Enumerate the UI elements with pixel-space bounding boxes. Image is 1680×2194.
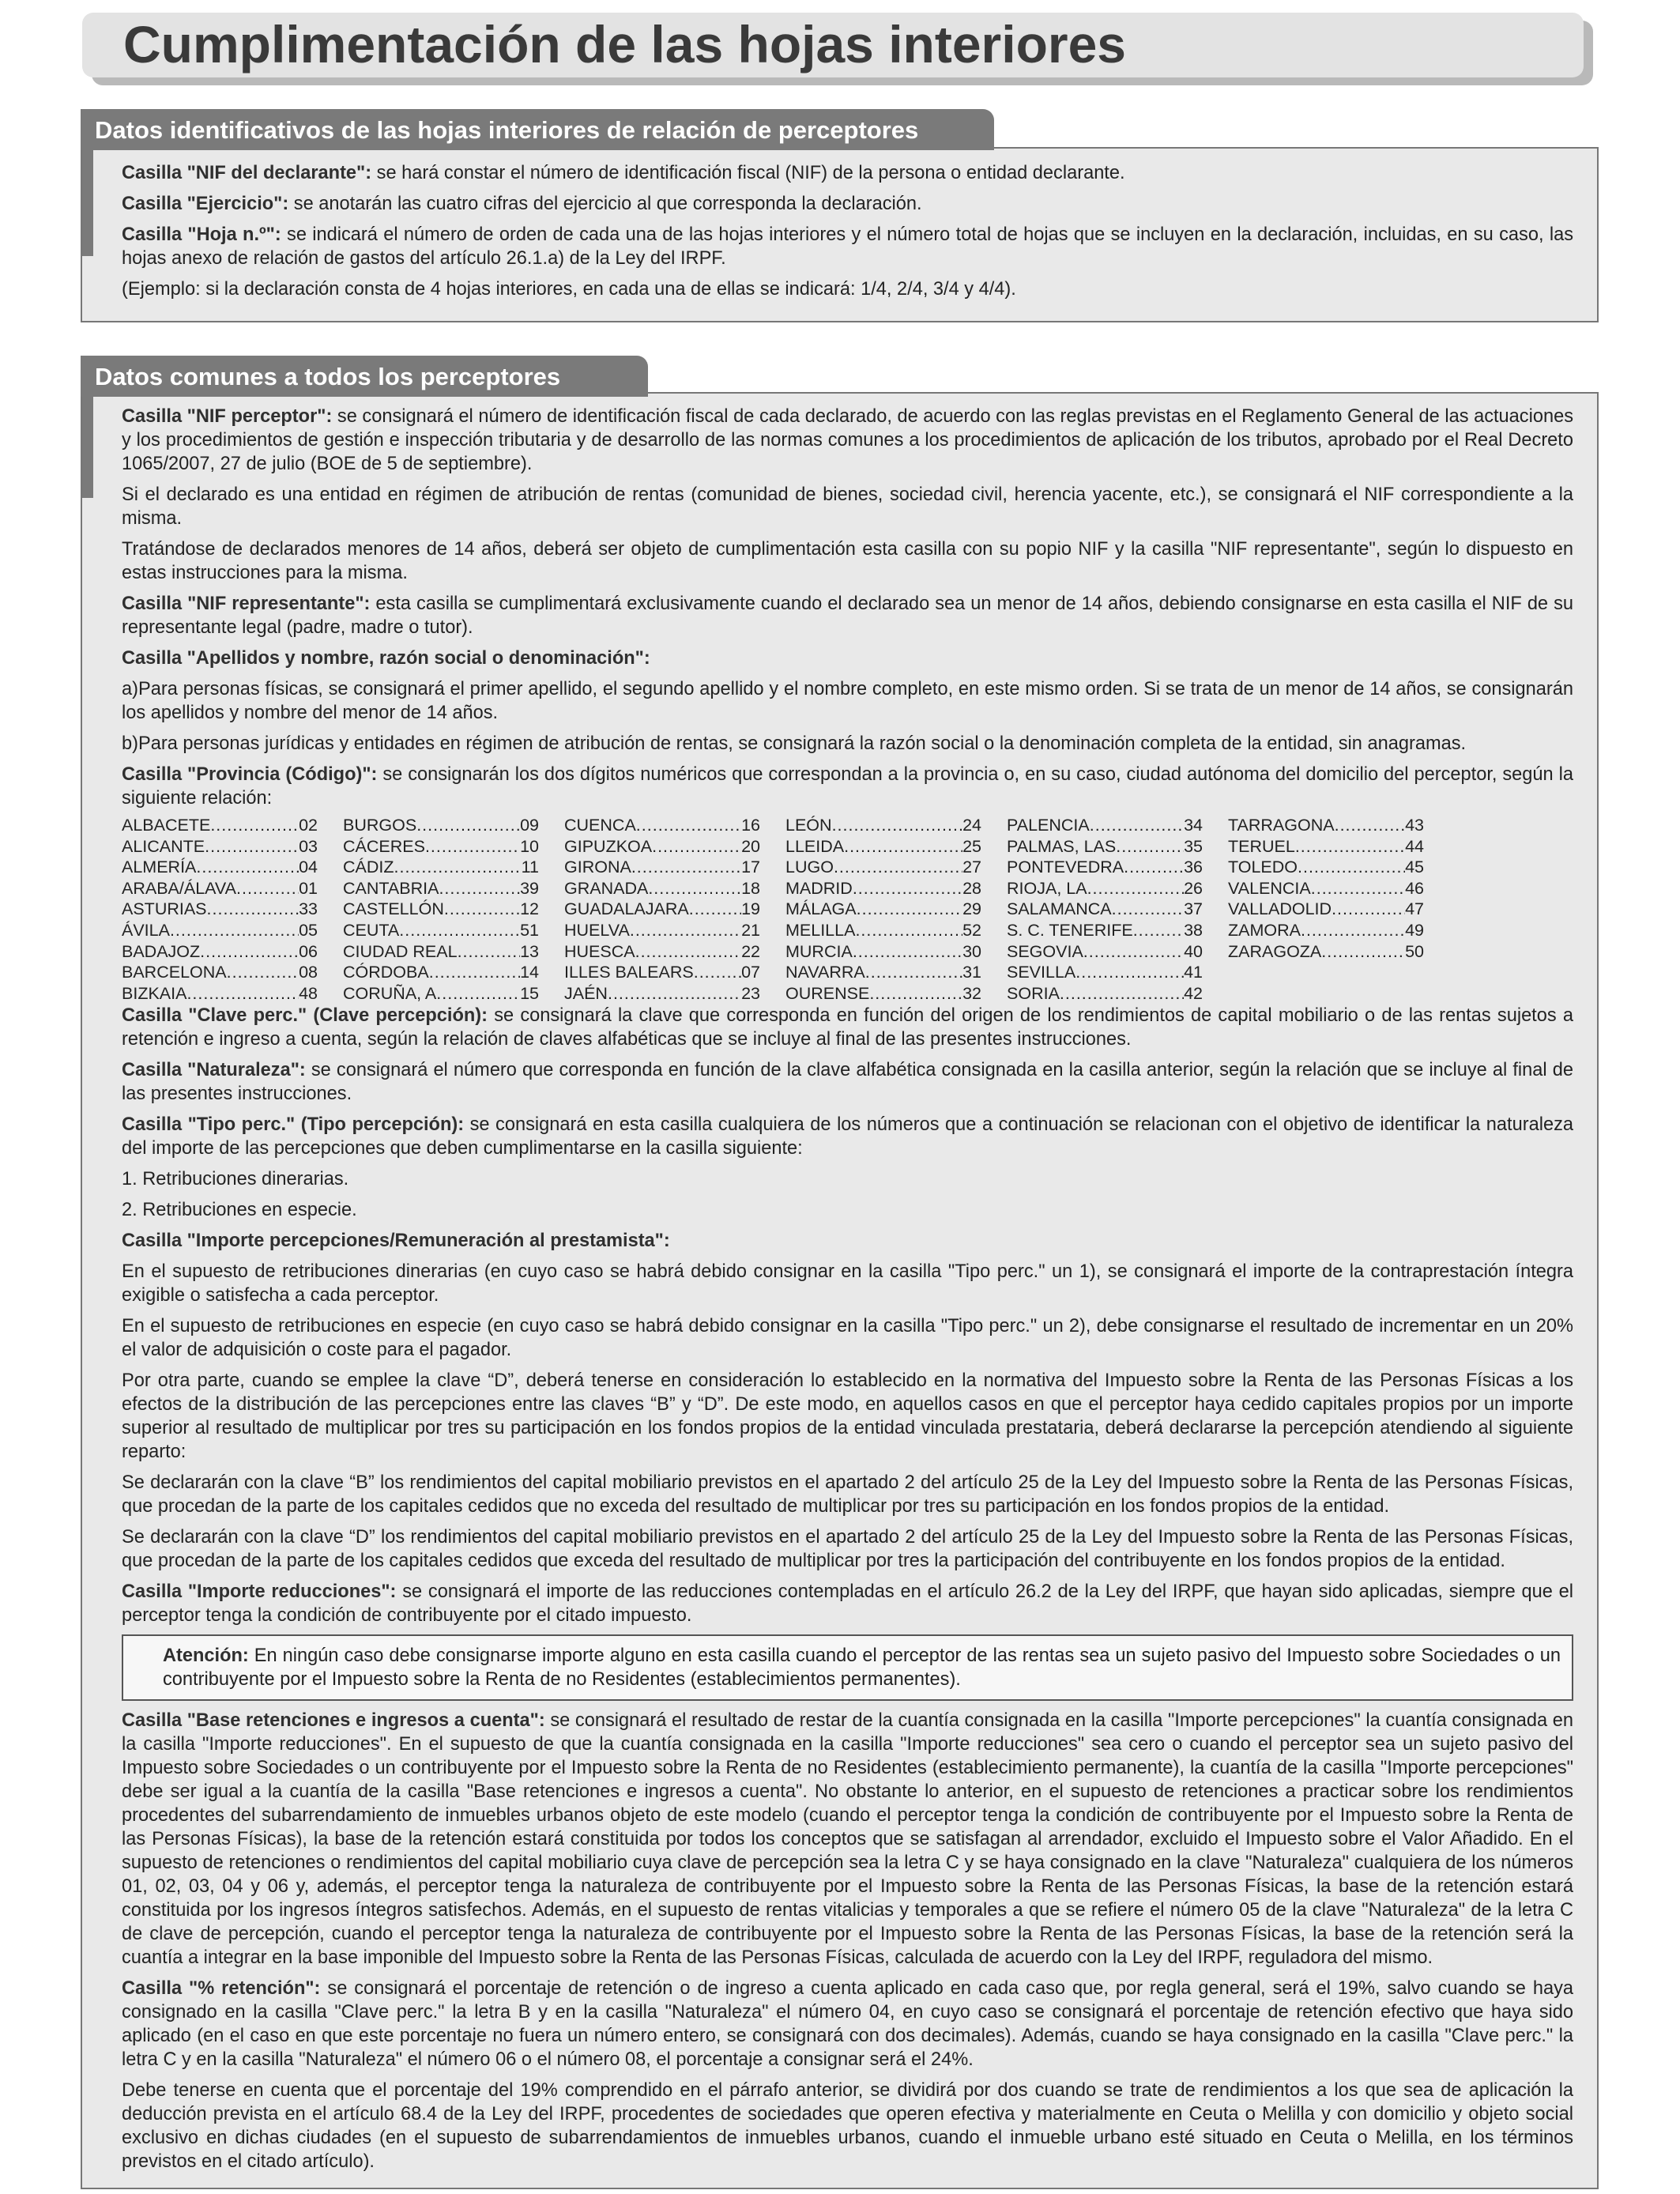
- province-name: RIOJA, LA: [1007, 878, 1087, 898]
- naturaleza-label: Casilla "Naturaleza":: [122, 1060, 306, 1081]
- province-name: ZAMORA: [1228, 920, 1301, 940]
- dot-leader: [1075, 962, 1184, 983]
- dot-leader: [1060, 983, 1184, 1005]
- provincia-text: se consignarán los dos dígitos numéricos que correspondan a la provincia o, en su caso, ciudad autónoma del domicilio del perceptor, según la siguiente relación:: [122, 764, 1573, 809]
- ejercicio-paragraph: [122, 192, 1573, 216]
- province-name: S. C. TENERIFE: [1007, 920, 1133, 940]
- dot-leader: [635, 941, 741, 963]
- province-row: [1007, 899, 1203, 920]
- naturaleza-text: se consignará el número que corresponda en función de la clave alfabética consignada en la casilla anterior, según la relación que se incluye al final de las presentes instrucciones.: [122, 1060, 1573, 1105]
- province-name: GRANADA: [564, 878, 649, 898]
- province-row: [122, 941, 318, 963]
- province-code: 03: [299, 836, 318, 856]
- province-name: CORUÑA, A: [343, 983, 437, 1003]
- province-name: CÁDIZ: [343, 858, 394, 877]
- province-row: [122, 920, 318, 941]
- province-row: [785, 836, 981, 858]
- section1-side-bar: [82, 149, 93, 256]
- province-row: [1228, 815, 1424, 836]
- section2-heading: Datos comunes a todos los perceptores: [81, 356, 648, 397]
- province-name: GIRONA: [564, 858, 631, 877]
- dot-leader: [1133, 920, 1184, 941]
- province-name: PONTEVEDRA: [1007, 858, 1124, 877]
- dot-leader: [1298, 857, 1405, 878]
- province-code: 47: [1405, 899, 1424, 919]
- attention-box: [122, 1634, 1573, 1701]
- province-column: [343, 815, 564, 1004]
- province-code: 41: [1184, 963, 1203, 982]
- province-row: [564, 941, 760, 963]
- province-name: CUENCA: [564, 816, 636, 835]
- province-name: NAVARRA: [785, 963, 865, 982]
- province-name: SALAMANCA: [1007, 899, 1112, 919]
- dot-leader: [631, 857, 741, 878]
- dot-leader: [210, 815, 299, 836]
- province-code: 05: [299, 920, 318, 940]
- province-code: 16: [741, 816, 760, 835]
- province-code: 18: [741, 878, 760, 898]
- provincia-paragraph: [122, 763, 1573, 810]
- dot-leader: [853, 941, 962, 963]
- ejercicio-label: Casilla "Ejercicio":: [122, 194, 289, 214]
- province-code: 17: [741, 858, 760, 877]
- province-row: [785, 962, 981, 983]
- dot-leader: [205, 836, 299, 858]
- nif-perceptor-entidad: Si el declarado es una entidad en régimen de atribución de rentas (comunidad de bienes, sociedad civil, herencia yacente, etc.), se consignará el NIF correspondiente a la misma.: [122, 484, 1573, 529]
- province-code: 33: [299, 899, 318, 919]
- clave-label: Casilla "Clave perc." (Clave percepción):: [122, 1005, 488, 1027]
- retencion-text: se consignará el porcentaje de retención o de ingreso a cuenta aplicado en cada caso que, por regla general, será el 19%, salvo cuando se haya consignado en la casilla "Clave perc." la letra B y en la casilla "Naturaleza" el número 04, en cuyo caso se consignará el porcentaje de retención efectivo que haya sido aplicado (en el caso en que este porcentaje no fuera un número entero, se consignará con dos decimales). Además, cuando se haya consignado en la casilla "Clave perc." la letra C y en la casilla "Naturaleza" el número 06 o el número 08, el porcentaje a consignar será el 24%.: [122, 1978, 1573, 2071]
- province-code: 04: [299, 858, 318, 877]
- province-row: [785, 983, 981, 1005]
- province-code: 10: [520, 836, 539, 856]
- importe-clave-b-reparto: Se declararán con la clave “B” los rendimientos del capital mobiliario previstos en el apartado 2 del artículo 25 de la Ley del Impuesto sobre la Renta de las Personas Físicas, que procedan de la parte de los capitales cedidos que no exceda del resultado de multiplicar por tres su participación en los fondos propios de la entidad.: [122, 1472, 1573, 1517]
- province-code: 19: [741, 899, 760, 919]
- province-name: LLEIDA: [785, 836, 845, 856]
- province-code: 27: [962, 858, 981, 877]
- dot-leader: [444, 899, 520, 920]
- province-code: 02: [299, 816, 318, 835]
- apellidos-heading: [122, 647, 1573, 670]
- province-name: CÓRDOBA: [343, 963, 429, 982]
- hoja-paragraph: [122, 223, 1573, 270]
- province-row: [1007, 836, 1203, 858]
- province-row: [785, 941, 981, 963]
- province-name: CÁCERES: [343, 836, 425, 856]
- province-code: 09: [520, 816, 539, 835]
- province-code: 26: [1184, 878, 1203, 898]
- province-code: 39: [520, 878, 539, 898]
- province-row: [343, 962, 539, 983]
- province-code: 32: [962, 983, 981, 1003]
- province-name: ALBACETE: [122, 816, 211, 835]
- province-row: [122, 983, 318, 1005]
- tipo-option-2: 2. Retribuciones en especie.: [122, 1200, 357, 1221]
- province-row: [564, 983, 760, 1005]
- province-code: 15: [520, 983, 539, 1003]
- tipo-option-1: 1. Retribuciones dinerarias.: [122, 1169, 349, 1190]
- province-name: BIZKAIA: [122, 983, 187, 1003]
- nif-representante-paragraph: [122, 592, 1573, 639]
- importe-label: Casilla "Importe percepciones/Remuneración al prestamista":: [122, 1231, 670, 1252]
- province-row: [343, 920, 539, 941]
- base-retenciones-label: Casilla "Base retenciones e ingresos a cuenta":: [122, 1710, 545, 1732]
- dot-leader: [200, 941, 299, 963]
- dot-leader: [439, 878, 520, 899]
- province-name: ALMERÍA: [122, 858, 197, 877]
- naturaleza-paragraph: [122, 1058, 1573, 1106]
- province-code: 50: [1405, 941, 1424, 961]
- province-code: 28: [962, 878, 981, 898]
- province-row: [564, 920, 760, 941]
- retencion-paragraph: [122, 1977, 1573, 2071]
- province-name: ASTURIAS: [122, 899, 207, 919]
- title-bar: [82, 13, 1584, 77]
- province-name: SORIA: [1007, 983, 1060, 1003]
- province-code: 44: [1405, 836, 1424, 856]
- page-title: Cumplimentación de las hojas interiores: [123, 15, 1126, 74]
- importe-clave-d-reparto: Se declararán con la clave “D” los rendimientos del capital mobiliario previstos en el apartado 2 del artículo 25 de la Ley del Impuesto sobre la Renta de las Personas Físicas, que procedan de la parte de los capitales cedidos que exceda del resultado de multiplicar por tres la participación del contribuyente en los fondos propios de la entidad.: [122, 1527, 1573, 1572]
- province-row: [564, 899, 760, 920]
- province-name: MURCIA: [785, 941, 853, 961]
- province-row: [1228, 899, 1424, 920]
- tipo-paragraph: [122, 1113, 1573, 1160]
- province-code: 34: [1184, 816, 1203, 835]
- province-row: [785, 857, 981, 878]
- importe-especie: En el supuesto de retribuciones en especie (en cuyo caso se habrá debido consignar en la casilla "Tipo perc." un 2), debe consignarse el resultado de incrementar en un 20% el valor de adquisición o coste para el pagador.: [122, 1316, 1573, 1361]
- province-row: [343, 857, 539, 878]
- province-code: 51: [520, 920, 539, 940]
- province-column: [564, 815, 785, 1004]
- province-name: PALMAS, LAS: [1007, 836, 1117, 856]
- province-column: [1007, 815, 1228, 1004]
- dot-leader: [227, 962, 299, 983]
- province-code: 21: [741, 920, 760, 940]
- province-name: HUELVA: [564, 920, 630, 940]
- province-row: [785, 815, 981, 836]
- province-name: ZARAGOZA: [1228, 941, 1322, 961]
- province-name: BADAJOZ: [122, 941, 201, 961]
- province-name: GUADALAJARA: [564, 899, 689, 919]
- province-name: ILLES BALEARS: [564, 963, 694, 982]
- province-name: HUESCA: [564, 941, 635, 961]
- dot-leader: [869, 983, 962, 1005]
- province-row: [122, 836, 318, 858]
- province-name: ARABA/ÁLAVA: [122, 878, 236, 898]
- province-code: 13: [520, 941, 539, 961]
- province-code: 48: [299, 983, 318, 1003]
- dot-leader: [832, 815, 963, 836]
- province-row: [122, 899, 318, 920]
- nif-representante-label: Casilla "NIF representante":: [122, 594, 371, 614]
- province-row: [1228, 878, 1424, 899]
- ejemplo-paragraph: (Ejemplo: si la declaración consta de 4 hojas interiores, en cada una de ellas se indicará: 1/4, 2/4, 3/4 y 4/4).: [122, 279, 1016, 300]
- province-name: CEUTA: [343, 920, 400, 940]
- province-code: 31: [962, 963, 981, 982]
- province-code: 29: [962, 899, 981, 919]
- province-code: 35: [1184, 836, 1203, 856]
- province-row: [343, 878, 539, 899]
- province-code: 40: [1184, 941, 1203, 961]
- province-code: 42: [1184, 983, 1203, 1003]
- province-name: BURGOS: [343, 816, 417, 835]
- dot-leader: [458, 941, 521, 963]
- province-name: SEGOVIA: [1007, 941, 1083, 961]
- province-code: 12: [520, 899, 539, 919]
- province-row: [122, 857, 318, 878]
- province-row: [564, 857, 760, 878]
- province-code: 06: [299, 941, 318, 961]
- province-code: 25: [962, 836, 981, 856]
- province-row: [343, 815, 539, 836]
- provincia-label: Casilla "Provincia (Código)":: [122, 764, 378, 785]
- hoja-label: Casilla "Hoja n.º":: [122, 224, 281, 245]
- province-row: [343, 899, 539, 920]
- dot-leader: [834, 857, 962, 878]
- dot-leader: [436, 983, 520, 1005]
- province-name: LUGO: [785, 858, 834, 877]
- dot-leader: [636, 815, 741, 836]
- importe-clave-d: Por otra parte, cuando se emplee la clave “D”, deberá tenerse en consideración lo establecido en la normativa del Impuesto sobre la Renta de las Personas Físicas a los efectos de la distribución de las percepciones entre las claves “B” y “D”. De este modo, en aquellos casos en que el perceptor haya cedido capitales propios por un importe superior al resultado de multiplicar por tres su participación en los fondos propios de la entidad vinculada prestataria, deberá declararse la percepción atendiendo al siguiente reparto:: [122, 1370, 1573, 1463]
- province-row: [564, 815, 760, 836]
- province-name: TOLEDO: [1228, 858, 1298, 877]
- province-code: 20: [741, 836, 760, 856]
- dot-leader: [425, 836, 520, 858]
- province-code: 38: [1184, 920, 1203, 940]
- province-row: [1007, 815, 1203, 836]
- province-row: [343, 836, 539, 858]
- province-name: BARCELONA: [122, 963, 227, 982]
- dot-leader: [196, 857, 299, 878]
- province-row: [1007, 983, 1203, 1005]
- tipo-label: Casilla "Tipo perc." (Tipo percepción):: [122, 1114, 465, 1136]
- section1-content: [122, 161, 1573, 308]
- retencion-label: Casilla "% retención":: [122, 1978, 321, 2000]
- dot-leader: [1087, 878, 1185, 899]
- province-row: [564, 962, 760, 983]
- reducciones-text: se consignará el importe de las reducciones contempladas en el artículo 26.2 de la Ley del IRPF, que hayan sido aplicadas, siempre que el perceptor tenga la condición de contribuyente por el citado impuesto.: [122, 1581, 1574, 1627]
- dot-leader: [1124, 857, 1184, 878]
- dot-leader: [648, 878, 741, 899]
- province-code: 01: [299, 878, 318, 898]
- province-row: [785, 899, 981, 920]
- province-code: 07: [741, 963, 760, 982]
- dot-leader: [1090, 815, 1184, 836]
- section2-box: [81, 392, 1599, 2189]
- apellidos-label: Casilla "Apellidos y nombre, razón social o denominación":: [122, 648, 650, 669]
- dot-leader: [1116, 836, 1184, 858]
- dot-leader: [1311, 878, 1405, 899]
- base-retenciones-text: se consignará el resultado de restar de la cuantía consignada en la casilla "Importe percepciones" la cuantía consignada en la casilla "Importe reducciones". En el supuesto de que la cuantía consignada en la casilla "Importe reducciones" sea cero o cuando el perceptor sea un sujeto pasivo del Impuesto sobre Sociedades o un contribuyente por el Impuesto sobre la Renta de no Residentes (establecimiento permanente), la cuantía de la casilla "Importe percepciones" debe ser igual a la cuantía de la casilla "Base retenciones e ingresos a cuenta". No obstante lo anterior, en el supuesto de retenciones a practicar sobre los rendimientos procedentes del subarrendamiento de inmuebles urbanos objeto de este modelo (cuando el perceptor tenga la condición de contribuyente por el Impuesto sobre la Renta de las Personas Físicas), la base de la retención estará constituida por todos los conceptos que se satisfagan al arrendador, excluido el Impuesto sobre el Valor Añadido. En el supuesto de retenciones o rendimientos del capital mobiliario cuya clave de percepción sea la letra C y se haya consignado en la clave "Naturaleza" cualquiera de los números 01, 02, 03, 04 y 06 y, además, el perceptor tenga la naturaleza de contribuyente por el Impuesto sobre la Renta de las Personas Físicas, la base de la retención estará constituida por los ingresos íntegros satisfechos. Además, en el supuesto de rentas vitalicias y temporales a que se refiere el número 05 de la clave "Naturaleza" de la letra C de clave de percepción, cuando el perceptor tenga la naturaleza de contribuyente por el Impuesto sobre la Renta de las Personas Físicas, la base de la retención será la cuantía a integrar en la base imponible del Impuesto sobre la Renta de las Personas Físicas, calculada de acuerdo con la Ley del IRPF, reguladora del mismo.: [122, 1710, 1573, 1969]
- dot-leader: [399, 920, 520, 941]
- attention-text: En ningún caso debe consignarse importe alguno en esta casilla cuando el perceptor de las rentas sea un sujeto pasivo del Impuesto sobre Sociedades o un contribuyente por el Impuesto sobre la Renta de no Residentes (establecimientos permanentes).: [163, 1646, 1561, 1691]
- ejercicio-text: se anotarán las cuatro cifras del ejercicio al que corresponda la declaración.: [288, 194, 922, 214]
- dot-leader: [857, 899, 962, 920]
- province-name: TERUEL: [1228, 836, 1295, 856]
- dot-leader: [865, 962, 962, 983]
- importe-dinerarias: En el supuesto de retribuciones dinerarias (en cuyo caso se habrá debido consignar en la casilla "Tipo perc." un 1), se consignará el importe de la contraprestación íntegra exigible o satisfecha a cada perceptor.: [122, 1261, 1573, 1306]
- province-row: [1228, 941, 1424, 963]
- province-column: [122, 815, 343, 1004]
- province-code: 46: [1405, 878, 1424, 898]
- dot-leader: [207, 899, 299, 920]
- province-name: OURENSE: [785, 983, 870, 1003]
- province-name: CASTELLÓN: [343, 899, 444, 919]
- dot-leader: [608, 983, 741, 1005]
- province-row: [122, 815, 318, 836]
- province-name: ÁVILA: [122, 920, 170, 940]
- province-code-table: [122, 815, 1573, 1004]
- province-code: 08: [299, 963, 318, 982]
- province-row: [1007, 920, 1203, 941]
- dot-leader: [1083, 941, 1184, 963]
- dot-leader: [429, 962, 520, 983]
- nif-representante-text: esta casilla se cumplimentará exclusivamente cuando el declarado sea un menor de 14 años, debiendo consignarse en esta casilla el NIF de su representante legal (padre, madre o tutor).: [122, 594, 1573, 638]
- dot-leader: [1335, 815, 1405, 836]
- province-row: [1007, 878, 1203, 899]
- province-column: [785, 815, 1007, 1004]
- province-row: [1228, 836, 1424, 858]
- dot-leader: [170, 920, 299, 941]
- dot-leader: [1301, 920, 1405, 941]
- province-code: 45: [1405, 858, 1424, 877]
- nif-perceptor-text: se consignará el número de identificación fiscal de cada declarado, de acuerdo con las reglas previstas en el Reglamento General de las actuaciones y los procedimientos de gestión e inspección tributaria y de desarrollo de las normas comunes a los procedimientos de aplicación de los tributos, aprobado por el Real Decreto 1065/2007, 27 de julio (BOE de 5 de septiembre).: [122, 406, 1573, 474]
- apellidos-fisicas: a)Para personas físicas, se consignará el primer apellido, el segundo apellido y el nombre completo, en este mismo orden. Si se trata de un menor de 14 años, se consignarán los apellidos y nombre del menor de 14 años.: [122, 679, 1573, 723]
- province-code: 14: [520, 963, 539, 982]
- dot-leader: [694, 962, 741, 983]
- province-row: [564, 878, 760, 899]
- province-row: [1228, 857, 1424, 878]
- retencion-ceuta-melilla: Debe tenerse en cuenta que el porcentaje del 19% comprendido en el párrafo anterior, se dividirá por dos cuando se trate de rendimientos a los que sea de aplicación la deducción prevista en el artículo 68.4 de la Ley del IRPF, procedentes de sociedades que operen efectiva y materialmente en Ceuta o Melilla y con domicilio y objeto social exclusivo en dichas ciudades (en el supuesto de subarrendamientos de inmuebles urbanos, cuando el inmueble urbano esté situado en Ceuta o Melilla, en los términos previstos en el citado artículo).: [122, 2080, 1573, 2173]
- dot-leader: [1321, 941, 1405, 963]
- dot-leader: [855, 920, 962, 941]
- province-row: [122, 962, 318, 983]
- province-name: CANTABRIA: [343, 878, 439, 898]
- province-name: VALENCIA: [1228, 878, 1311, 898]
- province-name: JAÉN: [564, 983, 608, 1003]
- dot-leader: [416, 815, 520, 836]
- clave-text: se consignará la clave que corresponda en función del origen de los rendimientos de capital mobiliario o de las rentas sujetos a retención e ingreso a cuenta, según la relación de claves alfabéticas que se incluye al final de las presentes instrucciones.: [122, 1005, 1573, 1050]
- province-row: [1228, 920, 1424, 941]
- province-name: LEÓN: [785, 816, 832, 835]
- dot-leader: [844, 836, 962, 858]
- reducciones-label: Casilla "Importe reducciones":: [122, 1581, 397, 1603]
- province-code: 11: [521, 858, 539, 877]
- province-code: 37: [1184, 899, 1203, 919]
- attention-label: Atención:: [163, 1646, 249, 1667]
- section2-side-bar: [82, 394, 93, 498]
- province-code: 30: [962, 941, 981, 961]
- province-row: [1007, 941, 1203, 963]
- province-row: [122, 878, 318, 899]
- dot-leader: [1295, 836, 1405, 858]
- province-row: [343, 941, 539, 963]
- province-column: [1228, 815, 1449, 1004]
- section2-content: [122, 405, 1573, 2181]
- province-name: MADRID: [785, 878, 853, 898]
- dot-leader: [853, 878, 962, 899]
- dot-leader: [630, 920, 741, 941]
- province-name: CIUDAD REAL: [343, 941, 458, 961]
- province-row: [785, 878, 981, 899]
- province-name: MELILLA: [785, 920, 856, 940]
- province-code: 23: [741, 983, 760, 1003]
- dot-leader: [652, 836, 741, 858]
- province-name: SEVILLA: [1007, 963, 1076, 982]
- province-row: [1007, 962, 1203, 983]
- province-code: 36: [1184, 858, 1203, 877]
- province-row: [564, 836, 760, 858]
- province-code: 24: [962, 816, 981, 835]
- province-code: 49: [1405, 920, 1424, 940]
- province-row: [785, 920, 981, 941]
- apellidos-juridicas: b)Para personas jurídicas y entidades en régimen de atribución de rentas, se consignará la razón social o la denominación completa de la entidad, sin anagramas.: [122, 733, 1467, 754]
- tipo-text: se consignará en esta casilla cualquiera de los números que a continuación se relacionan con el objetivo de identificar la naturaleza del importe de las percepciones que deben cumplimentarse en la casilla siguiente:: [122, 1114, 1573, 1159]
- province-name: VALLADOLID: [1228, 899, 1332, 919]
- province-code: 43: [1405, 816, 1424, 835]
- clave-paragraph: [122, 1004, 1573, 1051]
- nif-perceptor-paragraph: [122, 405, 1573, 476]
- nif-declarante-paragraph: [122, 161, 1573, 185]
- province-row: [1007, 857, 1203, 878]
- importe-heading: [122, 1229, 1573, 1253]
- province-name: GIPUZKOA: [564, 836, 653, 856]
- dot-leader: [1332, 899, 1405, 920]
- hoja-text: se indicará el número de orden de cada una de las hojas interiores y el número total de hojas que se incluyen en la declaración, incluidas, en su caso, las hojas anexo de relación de gastos del artículo 26.1.a) de la Ley del IRPF.: [122, 224, 1573, 269]
- nif-declarante-label: Casilla "NIF del declarante":: [122, 163, 372, 183]
- province-name: PALENCIA: [1007, 816, 1090, 835]
- section1-box: [81, 147, 1599, 322]
- nif-perceptor-label: Casilla "NIF perceptor":: [122, 406, 333, 427]
- dot-leader: [236, 878, 299, 899]
- base-retenciones-paragraph: [122, 1709, 1573, 1970]
- dot-leader: [394, 857, 522, 878]
- province-code: 22: [741, 941, 760, 961]
- dot-leader: [689, 899, 741, 920]
- nif-declarante-text: se hará constar el número de identificación fiscal (NIF) de la persona o entidad declarante.: [371, 163, 1125, 183]
- province-code: 52: [962, 920, 981, 940]
- province-row: [343, 983, 539, 1005]
- province-name: MÁLAGA: [785, 899, 857, 919]
- province-name: TARRAGONA: [1228, 816, 1335, 835]
- nif-perceptor-menores: Tratándose de declarados menores de 14 años, deberá ser objeto de cumplimentación esta casilla con su popio NIF y la casilla "NIF representante", según lo dispuesto en estas instrucciones para la misma.: [122, 539, 1573, 583]
- section1-heading: Datos identificativos de las hojas interiores de relación de perceptores: [81, 109, 994, 150]
- province-name: ALICANTE: [122, 836, 205, 856]
- reducciones-paragraph: [122, 1580, 1573, 1627]
- dot-leader: [186, 983, 299, 1005]
- dot-leader: [1112, 899, 1184, 920]
